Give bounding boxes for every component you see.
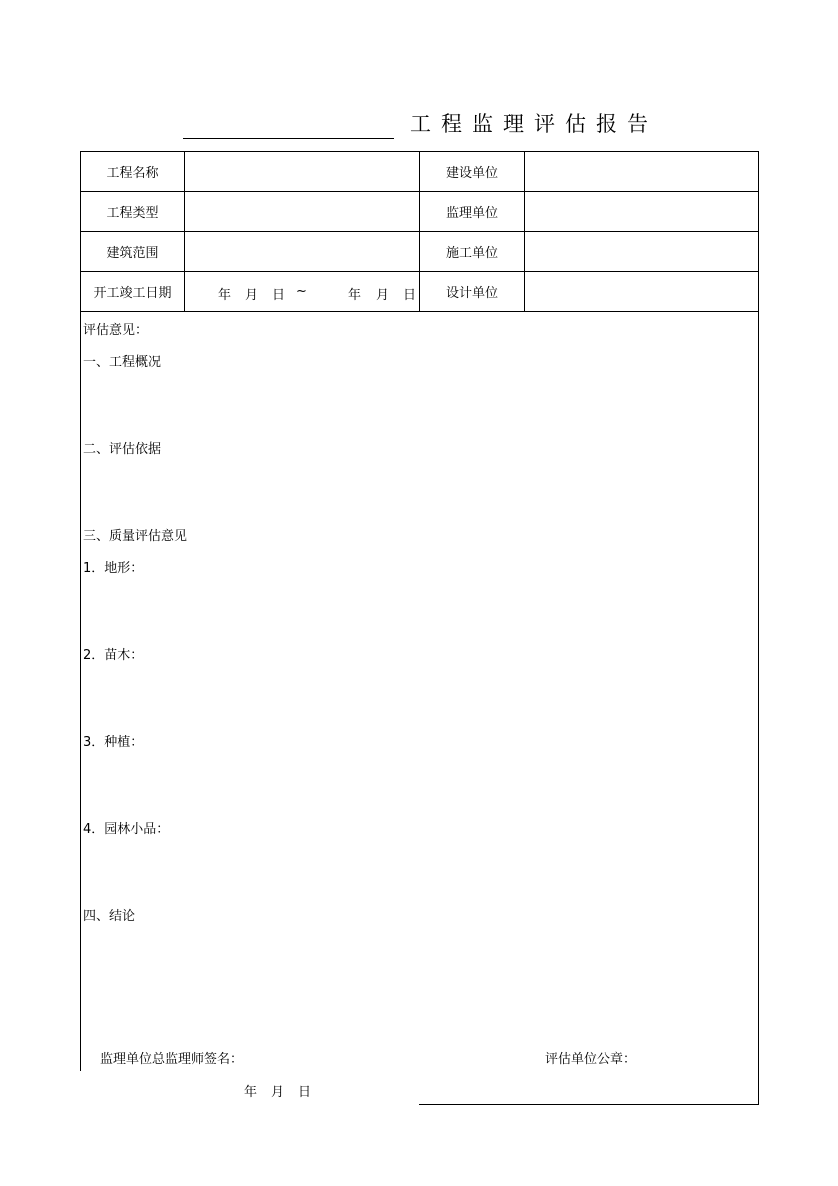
date-end-year: 年 [348, 288, 362, 303]
item-garden-features: 4．园林小品： [83, 822, 170, 837]
form-right-border [758, 1071, 759, 1104]
date-range [185, 272, 419, 312]
footer-date-day: 日 [298, 1085, 312, 1100]
section-overview: 一、工程概况 [83, 355, 162, 370]
opinion-label: 评估意见： [83, 323, 149, 338]
footer-date-month: 月 [271, 1085, 285, 1100]
col-divider [524, 151, 525, 311]
footer-date-year: 年 [244, 1085, 258, 1100]
label-contractor: 施工单位 [445, 246, 498, 261]
label-designer: 设计单位 [445, 286, 498, 301]
label-project-name: 工程名称 [106, 166, 159, 181]
title-underline [183, 138, 394, 139]
date-start-year: 年 [218, 288, 232, 303]
label-dates: 开工竣工日期 [93, 286, 172, 301]
item-seedlings: 2．苗木： [83, 648, 144, 663]
section-basis: 二、评估依据 [83, 442, 162, 457]
label-owner: 建设单位 [445, 166, 498, 181]
label-project-type: 工程类型 [106, 206, 159, 221]
date-end-day: 日 [403, 288, 417, 303]
signature-label: 监理单位总监理师签名： [100, 1052, 244, 1067]
date-start-month: 月 [245, 288, 259, 303]
item-planting: 3．种植： [83, 735, 144, 750]
page-title: 工程监理评估报告 [410, 112, 658, 136]
section-quality: 三、质量评估意见 [83, 529, 188, 544]
date-start-day: 日 [272, 288, 286, 303]
seal-label: 评估单位公章： [545, 1052, 637, 1067]
date-end-month: 月 [376, 288, 390, 303]
label-scope: 建筑范围 [106, 246, 159, 261]
section-conclusion: 四、结论 [83, 909, 136, 924]
seal-bottom-line [419, 1104, 759, 1105]
item-terrain: 1．地形： [83, 561, 144, 576]
label-supervisor: 监理单位 [445, 206, 498, 221]
row-divider [80, 311, 759, 312]
date-tilde: ~ [296, 284, 307, 299]
